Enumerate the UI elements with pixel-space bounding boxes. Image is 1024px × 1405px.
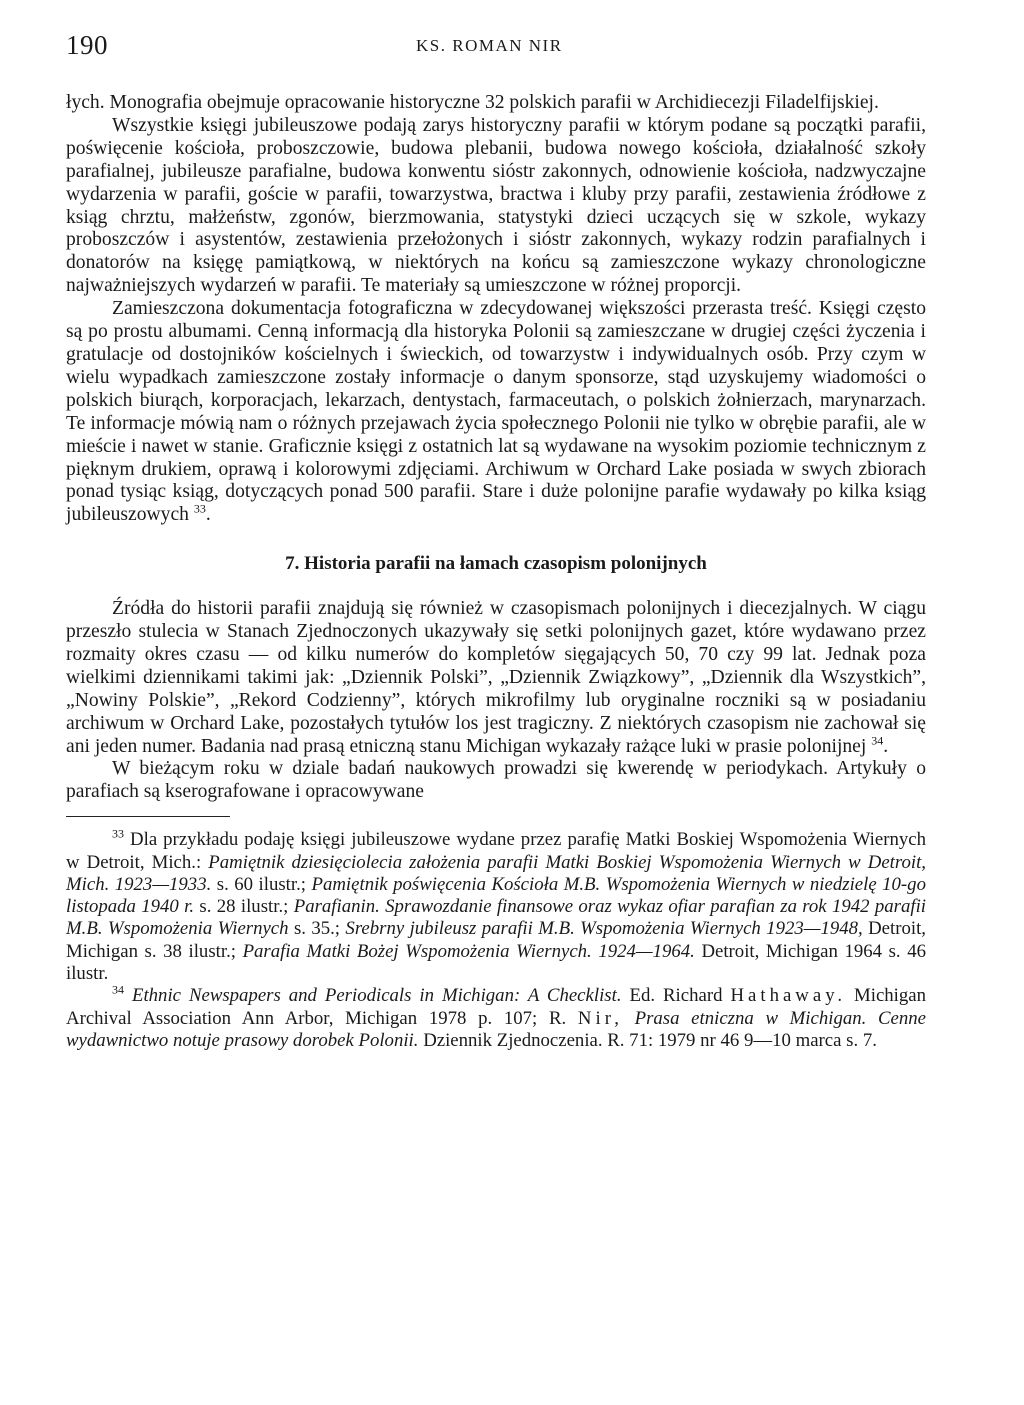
footnote-text: Dziennik Zjednoczenia. R. 71: 1979 nr 46 9—10 marca s. 7. — [423, 1029, 877, 1051]
paragraph: W bieżącym roku w dziale badań naukowych prowadzi się kwerendę w periodykach. Artykuły o parafiach są kserografowane i opracowywane — [66, 758, 926, 803]
footnote-ref-33[interactable]: 33 — [193, 501, 206, 516]
footnote-34 — [66, 985, 926, 1052]
footnote-title: Srebrny jubileusz parafii M.B. Wspomożenia Wiernych 1923—1948, — [345, 918, 863, 940]
paragraph-text: Zamieszczona dokumentacja fotograficzna w zdecydowanej większości przerasta treść. Księgi często są po prostu albumami. Cenną informacją dla historyka Polonii są zamieszczane w drugiej części życzenia i gratulacje od dostojników kościelnych i świeckich, od towarzystw i indywidualnych osób. Przy czym w wielu wypadkach zamieszczone zostały informacje o danym sponsorze, stąd uzyskujemy wiadomości o polskich biurąch, korporacjach, lekarzach, dentystach, farmaceutach, o polskich żołnierzach, marynarzach. Te informacje mówią nam o różnych przejawach życia społecznego Polonii nie tylko w obrębie parafii, ale w mieście i nawet w stanie. Graficznie księgi z ostatnich lat są wydawane na wysokim poziomie technicznym z pięknym drukiem, oprawą i kolorowymi zdjęciami. Archiwum w Orchard Lake posiada w swych zbiorach ponad tysiąc ksiąg, dotyczących ponad 500 parafii. Stare i duże polonijne parafie wydawały po kilka ksiąg jubileuszowych — [66, 298, 926, 526]
page-header — [66, 30, 926, 70]
footnote-text: s. 28 ilustr.; — [199, 896, 289, 918]
footnote-text: s. 60 ilustr.; — [216, 873, 307, 895]
footnote-title: Parafianin. Sprawozdanie finansowe oraz wykaz ofiar parafian za rok 1942 parafii M.B. Wspomożenia Wiernych — [66, 896, 927, 940]
body-text — [66, 92, 926, 804]
page-number: 190 — [66, 30, 108, 60]
footnote-text: Detroit, Michigan s. 38 ilustr.; — [66, 918, 926, 962]
footnote-title: Pamiętnik dziesięciolecia założenia parafii Matki Boskiej Wspomożenia Wiernych w Detroit, Mich. 1923—1933. — [66, 851, 927, 895]
footnote-text: Ed. Richard — [629, 985, 723, 1007]
footnote-text: Dla przykładu podaję księgi jubileuszowe wydane przez parafię Matki Boskiej Wspomożenia Wiernych w Detroit, Mich.: — [66, 829, 926, 873]
paragraph: Źródła do historii parafii znajdują się również w czasopismach polonijnych i diecezjalnych. W ciągu przeszło stulecia w Stanach Zjednoczonych ukazywały się setki polonijnych gazet, które wydawano przez rozmaity okres czasu — od kilku numerów do kompletów sięgających 50, 70 czy 99 lat. Jednak poza wielkimi dziennikami takimi jak: „Dziennik Polski”, „Dziennik Związkowy”, „Dziennik dla Wszystkich”, „Nowiny Polskie”, „Rekord Codzienny”, których mikrofilmy lub oryginalne roczniki są w posiadaniu archiwum w Orchard Lake, pozostałych tytułów los jest tragiczny. Z niektórych czasopism nie zachował się ani jeden numer. Badania nad prasą etniczną stanu Michigan wykazały rażące luki w prasie polonijnej $^{34}$. — [66, 598, 926, 757]
footnote-title: Parafia Matki Bożej Wspomożenia Wiernych. 1924—1964. — [242, 940, 695, 962]
footnote-text: Detroit, Michigan 1964 s. 46 ilustr. — [66, 940, 926, 985]
paragraph-text: Źródła do historii parafii znajdują się również w czasopismach polonijnych i diecezjalnych. W ciągu przeszło stulecia w Stanach Zjednoczonych ukazywały się setki polonijnych gazet, które wydawano przez rozmaity okres czasu — od kilku numerów do kompletów sięgających 50, 70 czy 99 lat. Jednak poza wielkimi dziennikami takimi jak: „Dziennik Polski”, „Dziennik Związkowy”, „Dziennik dla Wszystkich”, „Nowiny Polskie”, „Rekord Codzienny”, których mikrofilmy lub oryginalne roczniki są w posiadaniu archiwum w Orchard Lake, pozostałych tytułów los jest tragiczny. Z niektórych czasopism nie zachował się ani jeden numer. Badania nad prasą etniczną stanu Michigan wykazały rażące luki w prasie polonijnej — [66, 598, 926, 757]
footnote-33 — [66, 829, 926, 985]
footnote-title: Prasa etniczna w Michigan. Cenne wydawnictwo notuje prasowy dorobek Polonii. — [66, 1007, 927, 1051]
footnote-title: Ethnic Newspapers and Periodicals in Michigan: A Checklist. — [131, 985, 622, 1007]
page — [66, 30, 926, 1052]
footnote-author: Nir, — [577, 1007, 623, 1029]
footnotes — [66, 829, 926, 1052]
footnote-number: 34 — [112, 983, 124, 998]
footnote-text: Michigan Archival Association Ann Arbor, Michigan 1978 p. 107; R. — [66, 985, 927, 1029]
paragraph: Wszystkie księgi jubileuszowe podają zarys historyczny parafii w którym podane są początki parafii, poświęcenie kościoła, proboszczowie, budowa plebanii, budowa nowego kościoła, działalność szkoły parafialnej, jubileusze parafialne, budowa konwentu sióstr zakonnych, odnowienie kościoła, nadzwyczajne wydarzenia w parafii, goście w parafii, towarzystwa, bractwa i kluby przy parafii, zestawienia źródłowe z ksiąg chrztu, małżeństw, zgonów, bierzmowania, statystyki dzieci uczących się w szkole, wykazy proboszczów i asystentów, zestawienia przełożonych i sióstr zakonnych, wykazy rodzin parafialnych i donatorów na księgę pamiątkową, w niektórych na końcu są zamieszczone wykazy chronologiczne najważniejszych wydarzeń w parafii. Te materiały są umieszczone w różnej proporcji. — [66, 114, 926, 297]
paragraph: Zamieszczona dokumentacja fotograficzna w zdecydowanej większości przerasta treść. Księgi często są po prostu albumami. Cenną informacją dla historyka Polonii są zamieszczane w drugiej części życzenia i gratulacje od dostojników kościelnych i świeckich, od towarzystw i indywidualnych osób. Przy czym w wielu wypadkach zamieszczone zostały informacje o danym sponsorze, stąd uzyskujemy wiadomości o polskich biurąch, korporacjach, lekarzach, dentystach, farmaceutach, o polskich żołnierzach, marynarzach. Te informacje mówią nam o różnych przejawach życia społecznego Polonii nie tylko w obrębie parafii, ale w mieście i nawet w stanie. Graficznie księgi z ostatnich lat są wydawane na wysokim poziomie technicznym z pięknym drukiem, oprawą i kolorowymi zdjęciami. Archiwum w Orchard Lake posiada w swych zbiorach ponad tysiąc ksiąg, dotyczących ponad 500 parafii. Stare i duże polonijne parafie wydawały po kilka ksiąg jubileuszowych $^{33}$. — [66, 298, 926, 526]
footnote-number: 33 — [112, 827, 124, 842]
footnote-text: s. 35.; — [293, 918, 341, 940]
footnote-author: Hathaway. — [730, 985, 847, 1007]
section-heading: 7. Historia parafii na łamach czasopism polonijnych — [285, 553, 707, 575]
footnote-divider — [66, 816, 230, 817]
footnote-ref-34[interactable]: 34 — [871, 733, 884, 748]
footnote-title: Pamiętnik poświęcenia Kościoła M.B. Wspomożenia Wiernych w niedzielę 10-go listopada 1940 r. — [66, 873, 926, 918]
running-head: KS. ROMAN NIR — [416, 36, 563, 55]
paragraph: łych. Monografia obejmuje opracowanie historyczne 32 polskich parafii w Archidiecezji Filadelfijskiej. — [66, 92, 879, 113]
